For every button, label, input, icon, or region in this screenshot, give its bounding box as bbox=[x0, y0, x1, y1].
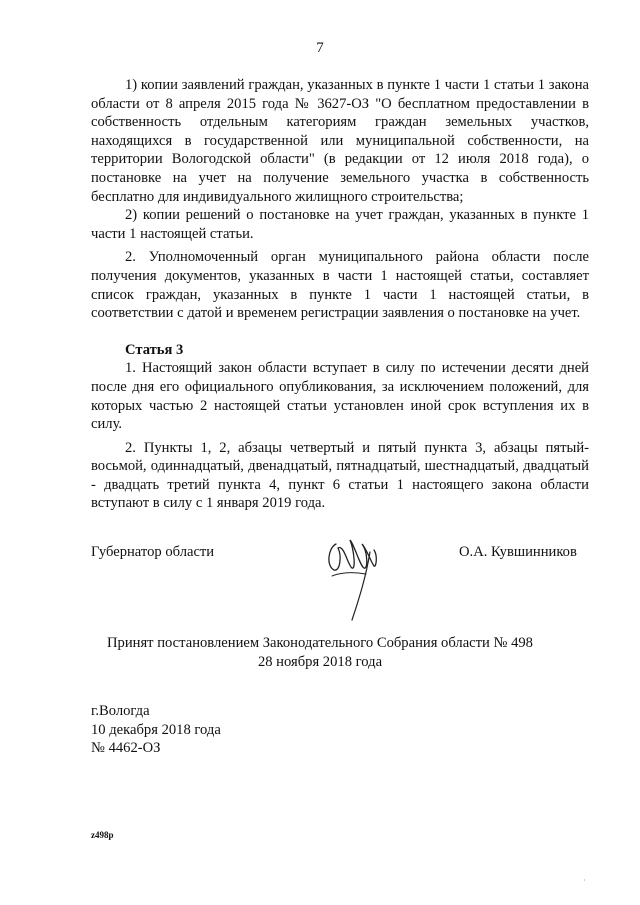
document-body bbox=[91, 76, 589, 513]
handwritten-signature bbox=[318, 526, 388, 626]
adoption-note bbox=[0, 634, 640, 671]
adoption-line-2: 28 ноября 2018 года bbox=[257, 653, 383, 670]
adoption-line-1: Принят постановлением Законодательного Собрания области № 498 bbox=[107, 635, 533, 651]
law-number: № 4462-ОЗ bbox=[91, 740, 161, 757]
signing-date: 10 декабря 2018 года bbox=[91, 721, 221, 738]
article-3-paragraph-2: 2. Пункты 1, 2, абзацы четвертый и пятый пункта 3, абзацы пятый-восьмой, одиннадцатый, двенадцатый, пятнадцатый, шестнадцатый, двадцатый - двадцать третий пункта 4, пункт 6 статьи 1 настоящего закона области вступают в силу с 1 января 2019 года. bbox=[91, 439, 589, 512]
page-number: 7 bbox=[316, 40, 324, 56]
place-date-block bbox=[91, 702, 221, 758]
paragraph-2: 2) копии решений о постановке на учет граждан, указанных в пункте 1 части 1 настоящей статьи. bbox=[91, 207, 589, 242]
document-code: z498p bbox=[91, 830, 114, 840]
footer-mark: · bbox=[583, 876, 586, 885]
paragraph-3: 2. Уполномоченный орган муниципального района области после получения документов, указанных в части 1 настоящей статьи, составляет список граждан, указанных в пункте 1 части 1 настоящей статьи, в соответствии с датой и временем регистрации заявления о постановке на учет. bbox=[91, 249, 589, 322]
signer-name: О.А. Кувшинников bbox=[459, 544, 577, 560]
article-3-paragraph-1: 1. Настоящий закон области вступает в силу по истечении десяти дней после дня его официального опубликования, за исключением положений, для которых частью 2 настоящей статьи установлен иной срок вступления их в силу. bbox=[91, 360, 589, 433]
article-3-title: Статья 3 bbox=[125, 341, 184, 358]
city: г.Вологда bbox=[91, 703, 150, 719]
signer-position: Губернатор области bbox=[91, 544, 215, 560]
paragraph-1: 1) копии заявлений граждан, указанных в пункте 1 части 1 статьи 1 закона области от 8 апреля 2015 года № 3627-ОЗ "О бесплатном предоставлении в собственность отдельным категориям граждан земельных участков, находящихся в государственной или муниципальной собственности, на территории Вологодской области" (в редакции от 12 июля 2018 года), о постановке на учет на получение земельного участка в собственность бесплатно для индивидуального жилищного строительства; bbox=[91, 77, 589, 205]
